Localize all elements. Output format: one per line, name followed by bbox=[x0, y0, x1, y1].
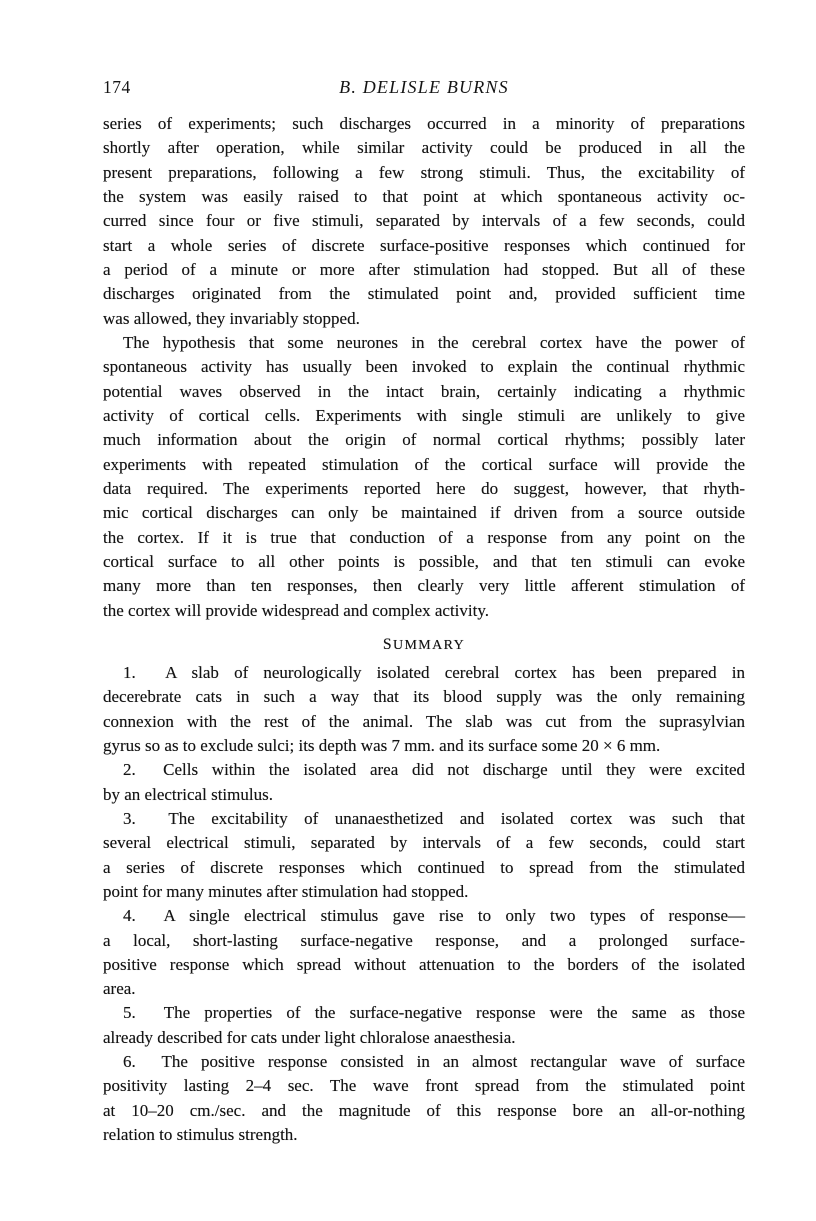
page-number: 174 bbox=[103, 77, 131, 97]
text-line: 3. The excitability of unanaesthetized and isolated cortex was such that bbox=[123, 808, 745, 828]
page-header bbox=[103, 77, 745, 97]
text-line: by an electrical stimulus. bbox=[103, 784, 273, 804]
text-line: 5. The properties of the surface-negative response were the same as those bbox=[123, 1003, 745, 1023]
summary-item bbox=[103, 1001, 745, 1050]
text-line: 4. A single electrical stimulus gave rise to only two types of response— bbox=[123, 906, 745, 926]
text-line: present preparations, following a few strong stimuli. Thus, the excitability of bbox=[103, 162, 745, 182]
text-line: activity of cortical cells. Experiments with single stimuli are unlikely to give bbox=[103, 405, 745, 425]
text-block bbox=[103, 112, 745, 1147]
summary-items bbox=[103, 661, 745, 1148]
text-line: many more than ten responses, then clearly very little afferent stimulation of bbox=[103, 576, 745, 596]
paragraph bbox=[103, 331, 745, 623]
text-line: the system was easily raised to that point at which spontaneous activity oc- bbox=[103, 186, 745, 206]
text-line: the cortex will provide widespread and complex activity. bbox=[103, 600, 489, 620]
text-line: much information about the origin of normal cortical rhythms; possibly later bbox=[103, 430, 745, 450]
body-paragraphs bbox=[103, 112, 745, 623]
summary-item bbox=[103, 758, 745, 807]
text-line: start a whole series of discrete surface-positive responses which continued for bbox=[103, 235, 745, 255]
text-line: 2. Cells within the isolated area did not discharge until they were excited bbox=[123, 760, 745, 780]
text-line: mic cortical discharges can only be maintained if driven from a source outside bbox=[103, 503, 745, 523]
text-line: discharges originated from the stimulated point and, provided sufficient time bbox=[103, 284, 745, 304]
running-title: B. DELISLE BURNS bbox=[339, 77, 509, 97]
text-line: a series of discrete responses which continued to spread from the stimulated bbox=[103, 857, 745, 877]
text-line: 1. A slab of neurologically isolated cerebral cortex has been prepared in bbox=[123, 662, 745, 682]
text-line: a local, short-lasting surface-negative response, and a prolonged surface- bbox=[103, 930, 745, 950]
text-line: positive response which spread without attenuation to the borders of the isolated bbox=[103, 954, 745, 974]
text-line: curred since four or five stimuli, separated by intervals of a few seconds, could bbox=[103, 211, 745, 231]
text-line: potential waves observed in the intact brain, certainly indicating a rhythmic bbox=[103, 381, 745, 401]
summary-item bbox=[103, 904, 745, 1001]
text-line: series of experiments; such discharges occurred in a minority of preparations bbox=[103, 114, 745, 133]
text-line: The hypothesis that some neurones in the cerebral cortex have the power of bbox=[123, 332, 745, 352]
summary-item bbox=[103, 807, 745, 904]
text-line: 6. The positive response consisted in an almost rectangular wave of surface bbox=[123, 1052, 745, 1072]
text-line: already described for cats under light chloralose anaesthesia. bbox=[103, 1027, 516, 1047]
text-line: shortly after operation, while similar activity could be produced in all the bbox=[103, 138, 745, 158]
paragraph bbox=[103, 112, 745, 331]
summary-item bbox=[103, 661, 745, 758]
text-line: cortical surface to all other points is possible, and that ten stimuli can evoke bbox=[103, 551, 745, 571]
text-line: spontaneous activity has usually been invoked to explain the continual rhythmic bbox=[103, 357, 745, 377]
summary-heading: SUMMARY bbox=[382, 635, 466, 653]
text-line: connexion with the rest of the animal. The slab was cut from the suprasylvian bbox=[103, 711, 745, 731]
text-line: data required. The experiments reported here do suggest, however, that rhyth- bbox=[103, 478, 745, 498]
text-line: point for many minutes after stimulation had stopped. bbox=[103, 881, 469, 901]
text-line: gyrus so as to exclude sulci; its depth was 7 mm. and its surface some 20 × 6 mm. bbox=[103, 735, 661, 755]
text-line: a period of a minute or more after stimulation had stopped. But all of these bbox=[103, 259, 745, 279]
text-line: area. bbox=[103, 979, 136, 999]
text-line: experiments with repeated stimulation of the cortical surface will provide the bbox=[103, 454, 745, 474]
text-line: at 10–20 cm./sec. and the magnitude of this response bore an all-or-nothing bbox=[103, 1100, 745, 1120]
text-line: positivity lasting 2–4 sec. The wave front spread from the stimulated point bbox=[103, 1076, 745, 1096]
summary-item bbox=[103, 1050, 745, 1147]
text-line: the cortex. If it is true that conduction of a response from any point on the bbox=[103, 527, 745, 547]
text-line: relation to stimulus strength. bbox=[103, 1125, 298, 1145]
text-line: decerebrate cats in such a way that its blood supply was the only remaining bbox=[103, 687, 745, 707]
text-line: was allowed, they invariably stopped. bbox=[103, 308, 360, 328]
text-line: several electrical stimuli, separated by intervals of a few seconds, could start bbox=[103, 833, 745, 853]
